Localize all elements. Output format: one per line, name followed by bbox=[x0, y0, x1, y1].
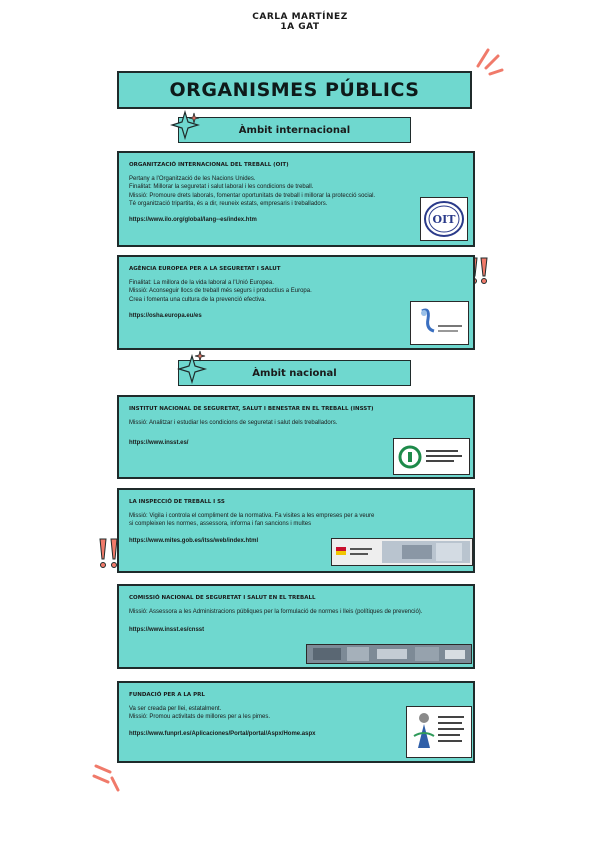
inspeccio-banner-icon bbox=[332, 539, 472, 565]
card-title: INSTITUT NACIONAL DE SEGURETAT, SALUT I BENESTAR EN EL TREBALL (INSST) bbox=[129, 406, 374, 412]
cnsst-banner-icon bbox=[307, 645, 471, 663]
exclamation-icon bbox=[94, 537, 122, 571]
author-group: 1A GAT bbox=[280, 22, 320, 32]
card-line: Missió: Promou activitats de millores per a les pimes. bbox=[129, 714, 271, 721]
card-line: Crea i fomenta una cultura de la prevenció efectiva. bbox=[129, 296, 267, 303]
card-url-link[interactable]: https://www.insst.es/cnsst bbox=[129, 627, 205, 634]
card-title: AGÈNCIA EUROPEA PER A LA SEGURETAT I SALUT bbox=[129, 266, 281, 272]
card-line: Missió: Aconseguir llocs de treball més segurs i productius a Europa. bbox=[129, 288, 312, 295]
card-url-link[interactable]: https://osha.europa.eu/es bbox=[129, 312, 202, 319]
oit-logo-text: OIT bbox=[432, 212, 456, 226]
card-url-link[interactable]: https://www.ilo.org/global/lang--es/index.htm bbox=[129, 217, 257, 224]
section-national: Àmbit nacional bbox=[178, 360, 411, 386]
card-url-link[interactable]: https://www.mites.gob.es/itss/web/index.html bbox=[129, 537, 259, 544]
inspeccio-logo bbox=[331, 538, 473, 566]
author-name: CARLA MARTÍNEZ bbox=[252, 12, 348, 22]
section-international: Àmbit internacional bbox=[178, 117, 411, 143]
osha-logo-icon bbox=[412, 303, 467, 343]
card-line: Va ser creada per llei, estatalment. bbox=[129, 706, 222, 713]
card-title: LA INSPECCIÓ DE TREBALL I SS bbox=[129, 499, 225, 505]
card-line: si compleixen les normes, assessora, informa i fan sancions i multes bbox=[129, 521, 312, 528]
funprl-logo bbox=[406, 706, 472, 758]
card-line: Missió: Vigila i controla el compliment de la normativa. Fa visites a les empreses per a veure bbox=[129, 513, 375, 520]
insst-logo bbox=[393, 438, 470, 475]
card-title: COMISSIÓ NACIONAL DE SEGURETAT I SALUT EN EL TREBALL bbox=[129, 595, 316, 601]
insst-logo-icon bbox=[396, 441, 468, 473]
osha-logo bbox=[410, 301, 469, 345]
sparkle-icon bbox=[176, 350, 208, 386]
decorative-marks-bottom-left bbox=[92, 760, 124, 792]
card-title: ORGANITZACIÓ INTERNACIONAL DEL TREBALL (OIT) bbox=[129, 162, 289, 168]
funprl-logo-icon bbox=[408, 708, 470, 756]
card-url-link[interactable]: https://www.funprl.es/Aplicaciones/Portal/portal/Aspx/Home.aspx bbox=[129, 730, 316, 737]
card-line: Missió: Assessora a les Administracions públiques per la formulació de normes i lleis (polítiques de prevenció). bbox=[129, 609, 423, 616]
card-line: Finalitat: Millorar la seguretat i salut laboral i les condicions de treball. bbox=[129, 184, 314, 191]
card-title: FUNDACIÓ PER A LA PRL bbox=[129, 692, 205, 698]
page-title: ORGANISMES PÚBLICS bbox=[117, 71, 472, 109]
decorative-marks-top-right bbox=[474, 44, 504, 76]
card-line: Finalitat: La millora de la vida laboral a l'Unió Europea. bbox=[129, 280, 274, 287]
card-line: Missió: Promoure drets laborals, fomentar oportunitats de treball i millorar la protecció social. bbox=[129, 192, 376, 199]
card-line: Pertany a l'Organització de les Nacions Unides. bbox=[129, 176, 256, 183]
card-line: Missió: Analitzar i estudiar les condicions de seguretat i salut dels treballadors. bbox=[129, 420, 338, 427]
card-line: Té organització tripartita, és a dir, reuneix estats, empresaris i treballadors. bbox=[129, 200, 328, 207]
card-url-link[interactable]: https://www.insst.es/ bbox=[129, 440, 189, 447]
sparkle-icon bbox=[170, 110, 200, 140]
oit-logo bbox=[420, 197, 468, 241]
cnsst-banner bbox=[306, 644, 472, 664]
